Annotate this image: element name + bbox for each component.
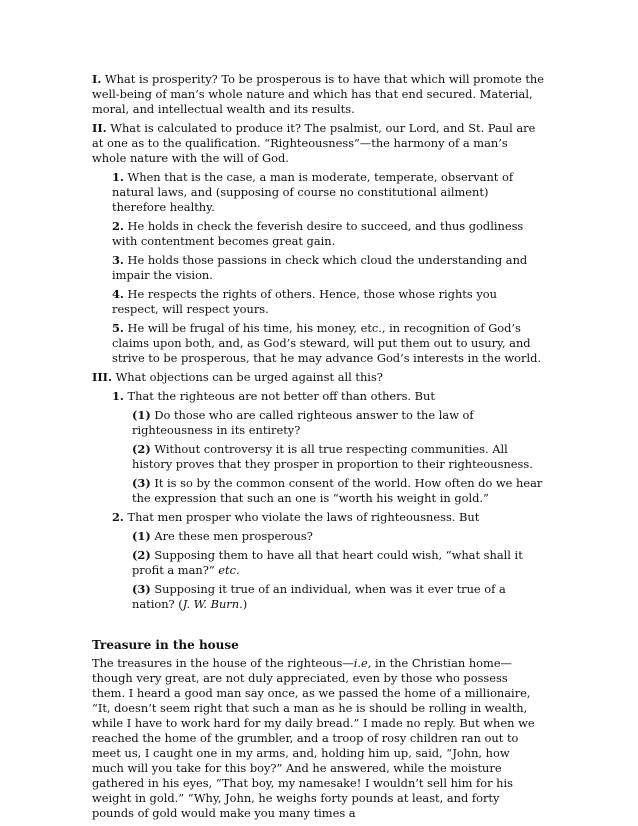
answer-number: (3) xyxy=(132,582,151,596)
section-ii-number: II. xyxy=(92,121,107,135)
answer-text: Supposing it true of an individual, when was it ever true of a nation? ( xyxy=(132,582,506,611)
section-iii-paragraph xyxy=(92,370,544,385)
section-ii-text: What is calculated to produce it? The psalmist, our Lord, and St. Paul are at one as to the qualification. “Righteousness”—the harmony of a man’s whole nature with the will of God. xyxy=(92,121,536,165)
document-page xyxy=(92,72,544,821)
answer-text: It is so by the common consent of the world. How often do we hear the expression that such an one is “worth his weight in gold.” xyxy=(132,476,543,505)
section-ii-paragraph xyxy=(92,121,544,166)
section-ii-point-4 xyxy=(92,287,544,317)
answer-number: (2) xyxy=(132,442,151,456)
objection-1-answer-1 xyxy=(92,408,544,438)
point-number: 3. xyxy=(112,253,124,267)
answer-text: Are these men prosperous? xyxy=(150,529,313,543)
objection-1-answer-3 xyxy=(92,476,544,506)
section-ii-point-2 xyxy=(92,219,544,249)
treasure-text-after: in the Christian home—though very great, are not duly appreciated, even by those who possess them. I heard a good man say once, as we passed the home of a millionaire, “It, doesn’t seem right that such a man as he is should be rolling in wealth, while I have to work hard for my daily bread.” I made no reply. But when we reached the home of the grumbler, and a troop of rosy children ran out to meet us, I caught one in my arms, and, holding him up, said, “John, how much will you take for this boy?” And he answered, while the moisture gathered in his eyes, “That boy, my namesake! I wouldn’t sell him for his weight in gold.” “Why, John, he weighs forty pounds at least, and forty pounds of gold would make you many times a xyxy=(92,656,535,820)
treasure-ie: i.e, xyxy=(353,656,372,670)
point-text: He respects the rights of others. Hence, those whose rights you respect, will respect yours. xyxy=(112,287,497,316)
section-iii-text: What objections can be urged against all this? xyxy=(111,370,383,384)
point-text: When that is the case, a man is moderate, temperate, observant of natural laws, and (supposing of course no constitutional ailment) therefore healthy. xyxy=(112,170,514,214)
etc-abbrev: etc. xyxy=(218,563,240,577)
answer-number: (3) xyxy=(132,476,151,490)
section-ii-point-1 xyxy=(92,170,544,215)
point-number: 5. xyxy=(112,321,124,335)
citation-close: ) xyxy=(242,597,248,611)
objection-1 xyxy=(92,389,544,404)
section-iii-number: III. xyxy=(92,370,112,384)
section-i-text: What is prosperity? To be prosperous is to have that which will promote the well-being of man’s whole nature and which has that end secured. Material, moral, and intellectual wealth and its results. xyxy=(92,72,544,116)
objection-2-answer-3 xyxy=(92,582,544,612)
objection-2 xyxy=(92,510,544,525)
point-number: 2. xyxy=(112,219,124,233)
answer-text: Without controversy it is all true respecting communities. All history proves that they prosper in proportion to their righteousness. xyxy=(132,442,533,471)
answer-number: (1) xyxy=(132,529,151,543)
objection-number: 1. xyxy=(112,389,124,403)
objection-1-answer-2 xyxy=(92,442,544,472)
treasure-text-before: The treasures in the house of the righteous— xyxy=(92,656,354,670)
answer-text: Do those who are called righteous answer to the law of righteousness in its entirety? xyxy=(132,408,474,437)
objection-text: That the righteous are not better off than others. But xyxy=(123,389,435,403)
treasure-paragraph xyxy=(92,656,544,821)
objection-number: 2. xyxy=(112,510,124,524)
section-i-paragraph xyxy=(92,72,544,117)
point-number: 4. xyxy=(112,287,124,301)
point-number: 1. xyxy=(112,170,124,184)
objection-text: That men prosper who violate the laws of righteousness. But xyxy=(123,510,480,524)
point-text: He will be frugal of his time, his money, etc., in recognition of God’s claims upon both, and, as God’s steward, will put them out to usury, and strive to be prosperous, that he may advance God’s interests in the world. xyxy=(112,321,542,365)
treasure-heading: Treasure in the house xyxy=(92,638,239,652)
point-text: He holds in check the feverish desire to succeed, and thus godliness with contentment becomes great gain. xyxy=(112,219,524,248)
answer-text: Supposing them to have all that heart could wish, “what shall it profit a man?” xyxy=(132,548,523,577)
objection-2-answer-1 xyxy=(92,529,544,544)
author-citation: J. W. Burn. xyxy=(182,597,243,611)
point-text: He holds those passions in check which cloud the understanding and impair the vision. xyxy=(112,253,528,282)
answer-number: (2) xyxy=(132,548,151,562)
section-ii-point-5 xyxy=(92,321,544,366)
section-i-number: I. xyxy=(92,72,102,86)
objection-2-answer-2 xyxy=(92,548,544,578)
section-ii-point-3 xyxy=(92,253,544,283)
answer-number: (1) xyxy=(132,408,151,422)
